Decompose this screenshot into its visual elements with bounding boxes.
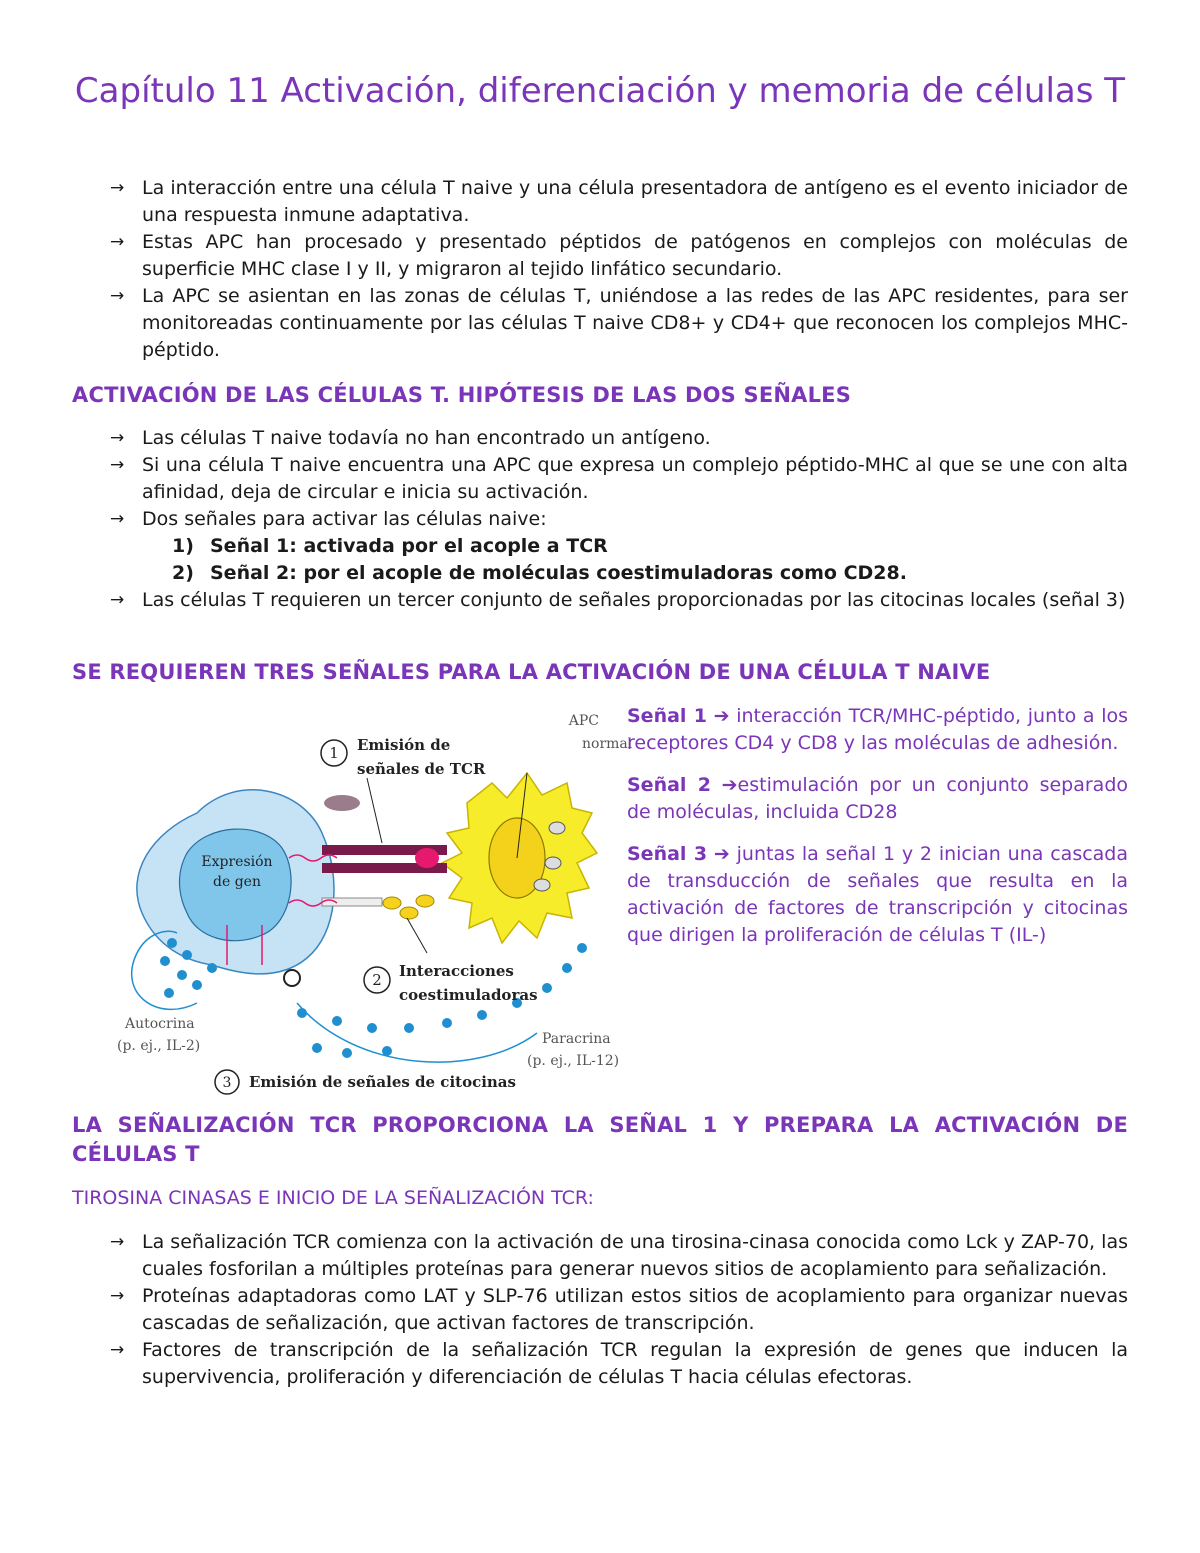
- list-item: → La interacción entre una célula T naive y una célula presentadora de antígeno es el evento iniciador de una respuesta inmune adaptativa.: [110, 177, 1128, 226]
- arrow-icon: →: [110, 232, 125, 252]
- figure-label: coestimuladoras: [399, 986, 538, 1004]
- arrow-icon: →: [110, 286, 125, 306]
- figure-label: Emisión de: [357, 736, 451, 754]
- vesicle-icon: [534, 879, 550, 891]
- figure-label: (p. ej., IL-12): [527, 1053, 620, 1069]
- nucleus-label: Expresión: [201, 854, 273, 870]
- subheading: TIROSINA CINASAS E INICIO DE LA SEÑALIZACIÓN TCR:: [72, 1187, 594, 1209]
- signal-paragraph: Señal 3 ➔ juntas la señal 1 y 2 inician una cascada de transducción de señales que resulta en la activación de factores de transcripción y citocinas que dirigen la proliferación de células T (IL-): [627, 843, 1129, 946]
- arrow-icon: →: [110, 590, 125, 610]
- arrow-icon: →: [110, 178, 125, 198]
- arrow-icon: →: [110, 509, 125, 529]
- nucleus-label: de gen: [213, 874, 261, 890]
- signal-list: [72, 533, 1128, 587]
- list-item: → Factores de transcripción de la señalización TCR regulan la expresión de genes que inducen la supervivencia, proliferación y diferenciación de células T hacia células efectoras.: [110, 1339, 1128, 1388]
- costim-molecule: [383, 897, 401, 909]
- figure-label: APC: [568, 713, 599, 729]
- list-item: 1) Señal 1: activada por el acople a TCR: [172, 535, 608, 557]
- list-item: → Dos señales para activar las células naive:: [72, 506, 1128, 533]
- arrow-icon: →: [110, 428, 125, 448]
- vesicle-icon: [549, 822, 565, 834]
- signal-paragraph: Señal 2 ➔estimulación por un conjunto separado de moléculas, incluida CD28: [627, 774, 1129, 823]
- list-item: → La APC se asientan en las zonas de células T, uniéndose a las redes de las APC residentes, para ser monitoreadas continuamente por las células T naive CD8+ y CD4+ que reconocen los complejos MHC-péptido.: [110, 285, 1128, 361]
- arrow-icon: →: [110, 1286, 125, 1306]
- section1-list-b: [72, 587, 1128, 614]
- figure-label: señales de TCR: [357, 760, 486, 778]
- pointer-line: [407, 918, 427, 953]
- list-item: 2) Señal 2: por el acople de moléculas coestimuladoras como CD28.: [172, 562, 907, 584]
- list-item: → Las células T requieren un tercer conjunto de señales proporcionadas por las citocinas locales (señal 3): [72, 587, 1128, 614]
- arrow-icon: ➔: [713, 843, 730, 865]
- figure-label: normal: [582, 736, 633, 752]
- figure-label: (p. ej., IL-2): [117, 1038, 201, 1054]
- list-item: → Proteínas adaptadoras como LAT y SLP-76 utilizan estos sitios de acoplamiento para organizar nuevas cascadas de señalización, que activan factores de transcripción.: [110, 1285, 1128, 1334]
- vesicle-icon: [545, 857, 561, 869]
- mhc-peptide: [415, 848, 439, 868]
- t-cell-activation-figure: [37, 703, 633, 1098]
- receptor-icon: [284, 970, 300, 986]
- costim-molecule: [416, 895, 434, 907]
- figure-label: Interacciones: [399, 962, 514, 980]
- svg-text:2: 2: [372, 971, 382, 989]
- arrow-icon: →: [110, 1340, 125, 1360]
- list-item: → Si una célula T naive encuentra una APC que expresa un complejo péptido-MHC al que se une con alta afinidad, deja de circular e inicia su activación.: [110, 454, 1128, 503]
- pointer-line: [367, 778, 382, 843]
- section3-list: [72, 1229, 1128, 1391]
- list-item: → La señalización TCR comienza con la activación de una tirosina-cinasa conocida como Lck y ZAP-70, las cuales fosforilan a múltiples proteínas para generar nuevos sitios de acoplamiento para señalización.: [110, 1231, 1128, 1280]
- signals-description: [627, 703, 1128, 964]
- figure-label: Autocrina: [125, 1016, 195, 1032]
- section-heading: SE REQUIEREN TRES SEÑALES PARA LA ACTIVACIÓN DE UNA CÉLULA T NAIVE: [72, 660, 991, 684]
- arrow-icon: →: [110, 455, 125, 475]
- intro-list: [72, 175, 1128, 364]
- arrow-icon: →: [110, 1232, 125, 1252]
- list-item: → Las células T naive todavía no han encontrado un antígeno.: [72, 425, 1128, 452]
- svg-text:1: 1: [329, 744, 339, 762]
- costim-molecule: [400, 907, 418, 919]
- arrow-icon: ➔: [721, 774, 738, 796]
- coreceptor: [322, 898, 382, 906]
- section-heading: ACTIVACIÓN DE LAS CÉLULAS T. HIPÓTESIS DE LAS DOS SEÑALES: [72, 383, 852, 407]
- list-item: → Estas APC han procesado y presentado péptidos de patógenos en complejos con moléculas de superficie MHC clase I y II, y migraron al tejido linfático secundario.: [110, 231, 1128, 280]
- paracrine-arrow-icon: [297, 1003, 537, 1062]
- section1-list: [72, 425, 1128, 533]
- figure-label: Paracrina: [542, 1031, 611, 1047]
- figure-label: Emisión de señales de citocinas: [249, 1073, 516, 1091]
- page-title: Capítulo 11 Activación, diferenciación y memoria de células T: [74, 71, 1126, 111]
- arrow-icon: ➔: [713, 705, 730, 727]
- signal-paragraph: Señal 1 ➔ interacción TCR/MHC-péptido, junto a los receptores CD4 y CD8 y las moléculas de adhesión.: [627, 705, 1129, 754]
- section-heading: LA SEÑALIZACIÓN TCR PROPORCIONA LA SEÑAL 1 Y PREPARA LA ACTIVACIÓN DE CÉLULAS T: [72, 1113, 1128, 1166]
- adhesion-molecule: [324, 795, 360, 811]
- svg-text:3: 3: [222, 1075, 232, 1091]
